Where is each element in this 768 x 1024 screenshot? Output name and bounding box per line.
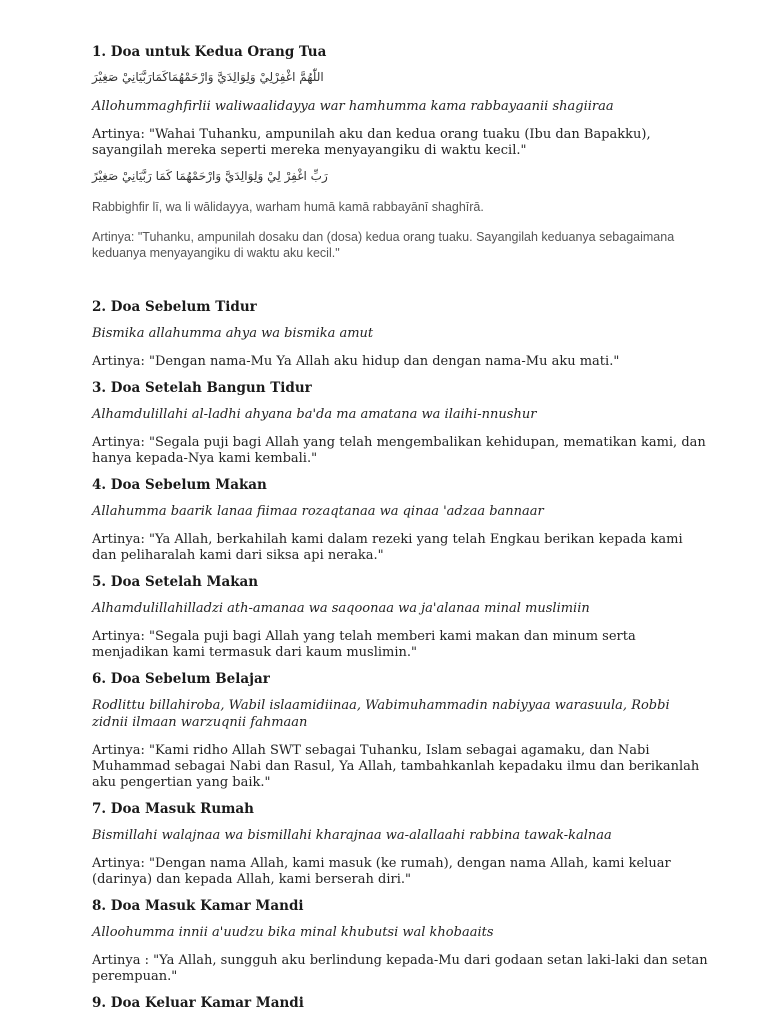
transliteration: Alhamdulillahilladzi ath-amanaa wa saqoonaa wa ja'alanaa minal muslimiin bbox=[92, 601, 590, 616]
transliteration: Allohummaghfirlii waliwaalidayya war hamhumma kama rabbayaanii shagiiraa bbox=[92, 99, 614, 114]
section-heading: 6. Doa Sebelum Belajar bbox=[92, 671, 270, 687]
section-heading: 5. Doa Setelah Makan bbox=[92, 574, 259, 590]
meaning-text: Artinya: "Wahai Tuhanku, ampunilah aku dan kedua orang tuaku (Ibu dan Bapakku), sayangilah mereka seperti mereka menyayangiku di waktu kecil." bbox=[92, 127, 651, 158]
transliteration: Bismillahi walajnaa wa bismillahi kharajnaa wa-alallaahi rabbina tawak-kalnaa bbox=[92, 828, 612, 843]
transliteration: Alloohumma innii a'uudzu bika minal khubutsi wal khobaaits bbox=[92, 925, 494, 940]
section-heading: 3. Doa Setelah Bangun Tidur bbox=[92, 380, 312, 396]
transliteration: Bismika allahumma ahya wa bismika amut bbox=[92, 326, 374, 341]
section-heading: 8. Doa Masuk Kamar Mandi bbox=[92, 898, 304, 914]
arabic-text: اللّٰهُمَّ اغْفِرْلِيْ وَلِوَالِدَيَّ وَارْحَمْهُمَاكَمَارَبَّيَانِيْ صَغِيْرَ bbox=[92, 70, 324, 84]
meaning-text: Artinya: "Segala puji bagi Allah yang telah mengembalikan kehidupan, mematikan kami, dan hanya kepada-Nya kami kembali." bbox=[92, 435, 706, 466]
arabic-text-alt: رَبِّ اغْفِرْ لِيْ وَلِوَالِدَيَّ وَارْحَمْهُمَا كَمَا رَبَّيَانِيْ صَغِيْرً bbox=[92, 169, 328, 183]
meaning-text-alt: Artinya: "Tuhanku, ampunilah dosaku dan (dosa) kedua orang tuaku. Sayangilah keduanya sebagaimana keduanya menyayangiku di waktu aku kecil." bbox=[92, 230, 675, 260]
section-8 bbox=[92, 898, 708, 985]
transliteration: Rodlittu billahiroba, Wabil islaamidiinaa, Wabimuhammadin nabiyyaa warasuula, Robbi zidnii ilmaan warzuqnii fahmaan bbox=[92, 698, 670, 730]
section-heading: 4. Doa Sebelum Makan bbox=[92, 477, 267, 493]
section-6 bbox=[92, 671, 708, 791]
meaning-text: Artinya: "Segala puji bagi Allah yang telah memberi kami makan dan minum serta menjadikan kami termasuk dari kaum muslimin." bbox=[92, 629, 636, 660]
section-heading: 7. Doa Masuk Rumah bbox=[92, 801, 254, 817]
meaning-text: Artinya : "Ya Allah, sungguh aku berlindung kepada-Mu dari godaan setan laki-laki dan setan perempuan." bbox=[92, 953, 708, 984]
section-3 bbox=[92, 380, 708, 467]
section-heading: 2. Doa Sebelum Tidur bbox=[92, 299, 257, 315]
section-2 bbox=[92, 299, 708, 370]
section-7 bbox=[92, 801, 708, 888]
transliteration: Allahumma baarik lanaa fiimaa rozaqtanaa wa qinaa 'adzaa bannaar bbox=[92, 504, 544, 519]
meaning-text: Artinya: "Ya Allah, berkahilah kami dalam rezeki yang telah Engkau berikan kepada kami dan peliharalah kami dari siksa api neraka." bbox=[92, 532, 683, 563]
section-5 bbox=[92, 574, 708, 661]
meaning-text: Artinya: "Dengan nama Allah, kami masuk (ke rumah), dengan nama Allah, kami keluar (darinya) dan kepada Allah, kami berserah diri." bbox=[92, 856, 671, 887]
section-9 bbox=[92, 995, 708, 1011]
transliteration: Alhamdulillahi al-ladhi ahyana ba'da ma amatana wa ilaihi-nnushur bbox=[92, 407, 537, 422]
transliteration-alt: Rabbighfir lī, wa li wālidayya, warham humā kamā rabbayānī shaghīrā. bbox=[92, 200, 484, 214]
meaning-text: Artinya: "Kami ridho Allah SWT sebagai Tuhanku, Islam sebagai agamaku, dan Nabi Muhammad sebagai Nabi dan Rasul, Ya Allah, tambahkanlah kepadaku ilmu dan berikanlah aku pengertian yang baik." bbox=[92, 743, 700, 790]
section-heading: 9. Doa Keluar Kamar Mandi bbox=[92, 995, 304, 1011]
section-1 bbox=[92, 44, 708, 261]
meaning-text: Artinya: "Dengan nama-Mu Ya Allah aku hidup dan dengan nama-Mu aku mati." bbox=[92, 354, 620, 369]
section-heading: 1. Doa untuk Kedua Orang Tua bbox=[92, 44, 327, 60]
section-4 bbox=[92, 477, 708, 564]
